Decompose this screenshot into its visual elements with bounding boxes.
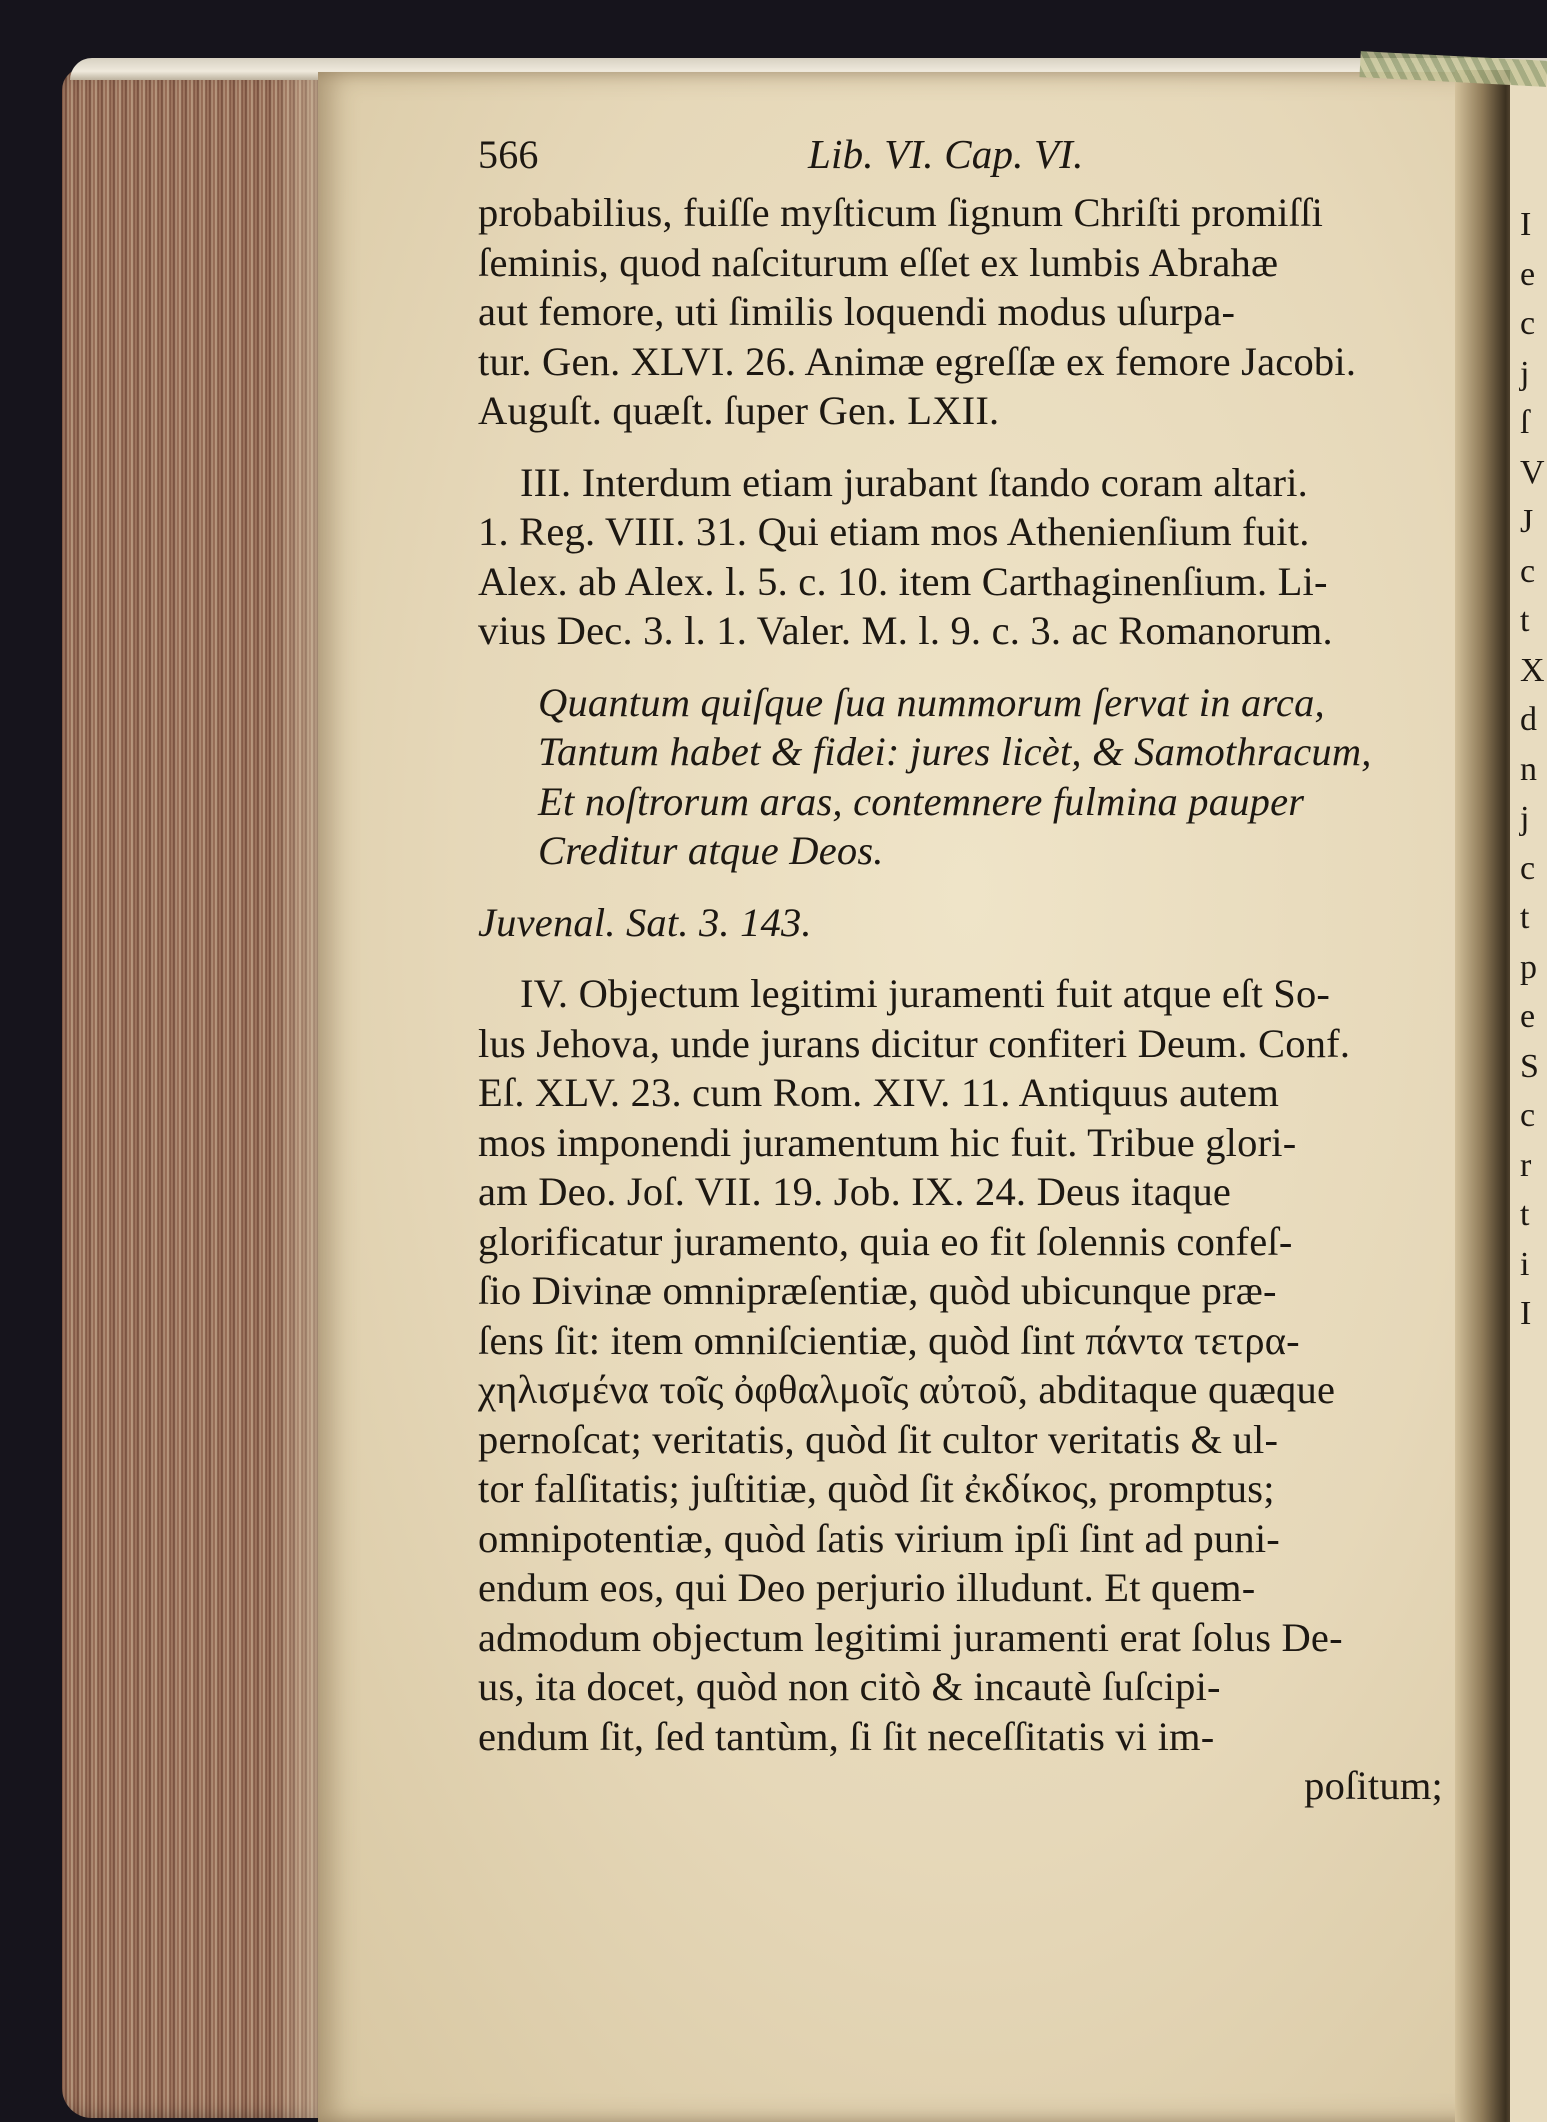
text-line: Alex. ab Alex. l. 5. c. 10. item Carthaginenſium. Li- [478,558,1328,604]
edge-letter: t [1520,1196,1530,1233]
text-line: us, ita docet, quòd non citò & incautè ſuſcipi- [478,1664,1221,1709]
text-line: probabilius, fuiſſe myſticum ſignum Chriſti promiſſi [478,190,1324,235]
text-line: mos imponendi juramentum hic fuit. Tribue glori- [478,1119,1297,1165]
edge-letter: e [1520,255,1536,293]
edge-letter: V [1520,453,1545,491]
verse-line: Tantum habet & fidei: jures licèt, & Samothracum, [538,729,1372,774]
text-line: ſeminis, quod naſciturum eſſet ex lumbis Abrahæ [478,239,1279,285]
edge-letter: e [1520,998,1536,1035]
text-line: 1. Reg. VIII. 31. Qui etiam mos Athenienſium fuit. [478,509,1310,554]
edge-letter: I [1520,206,1532,243]
edge-letter: r [1520,1146,1532,1184]
edge-letter: j [1520,354,1530,392]
edge-letter: t [1520,899,1530,936]
edge-letter: t [1520,602,1530,639]
verse-line: Quantum quiſque ſua nummorum ſervat in arca, [538,679,1325,725]
text-line: poſitum; [1304,1763,1443,1808]
text-line: lus Jehova, unde jurans dicitur confiteri Deum. Conf. [478,1020,1351,1066]
text-line: pernoſcat; veritatis, quòd ſit cultor veritatis & ul- [478,1416,1279,1462]
text-line: IV. Objectum legitimi juramenti fuit atque eſt So- [520,971,1331,1016]
verse-quotation [478,678,1453,876]
paragraph-continued [478,188,1453,436]
paragraph-iv [478,969,1453,1811]
text-line: glorificatur juramento, quia eo fit ſolennis confeſ- [478,1218,1293,1264]
edge-letter: J [1520,503,1534,540]
verse-line: Et noſtrorum aras, contemnere fulmina pauper [538,778,1305,824]
edge-letter: d [1520,701,1537,738]
verse-line: Creditur atque Deos. [538,828,884,873]
edge-letter: ſ [1520,404,1530,441]
text-line: endum eos, qui Deo perjurio illudunt. Et quem- [478,1565,1256,1610]
edge-letter: c [1520,552,1536,590]
paragraph-iii [478,458,1453,656]
next-page-edge-letters [1520,200,1547,1339]
text-line: ſio Divinæ omnipræſentiæ, quòd ubicunque præ- [478,1268,1277,1313]
edge-letter: c [1520,849,1536,887]
text-line: χηλισμένα τοῖς ὀφθαλμοῖς αὐτοῦ, abditaque quæque [478,1367,1336,1412]
text-line: omnipotentiæ, quòd ſatis virium ipſi ſint ad puni- [478,1515,1280,1561]
text-line: tor falſitatis; juſtitiæ, quòd ſit ἐκδίκος, promptus; [478,1466,1275,1511]
text-line: Auguſt. quæſt. ſuper Gen. LXII. [478,388,1000,433]
text-line: tur. Gen. XLVI. 26. Animæ egreſſæ ex femore Jacobi. [478,338,1357,384]
verse-citation: Juvenal. Sat. 3. 143. [478,899,812,945]
edge-letter: i [1520,1245,1530,1283]
edge-letter: c [1520,1097,1536,1134]
text-line: admodum objectum legitimi juramenti erat ſolus De- [478,1614,1343,1660]
edge-letter: p [1520,948,1537,986]
text-line: endum ſit, ſed tantùm, ſi ſit neceſſitatis vi im- [478,1713,1215,1759]
text-line: III. Interdum etiam jurabant ſtando coram altari. [520,459,1308,505]
edge-letter: j [1520,800,1530,837]
edge-letter: X [1520,651,1545,689]
edge-letter: c [1520,305,1536,342]
text-line: vius Dec. 3. l. 1. Valer. M. l. 9. c. 3. ac Romanorum. [478,608,1333,653]
text-line: aut femore, uti ſimilis loquendi modus uſurpa- [478,289,1236,334]
page-header [478,130,1453,188]
text-line: am Deo. Joſ. VII. 19. Job. IX. 24. Deus itaque [478,1169,1232,1214]
edge-letter: S [1520,1047,1539,1085]
text-line: Eſ. XLV. 23. cum Rom. XIV. 11. Antiquus autem [478,1070,1280,1115]
page-text [478,130,1453,1811]
page-number: 566 [478,132,539,177]
text-line: ſens ſit: item omniſcientiæ, quòd ſint πάντα τετρα- [478,1317,1300,1363]
edge-letter: I [1520,1295,1532,1332]
running-title: Lib. VI. Cap. VI. [808,131,1084,177]
edge-letter: n [1520,750,1537,788]
book-fore-edge [62,68,332,2118]
